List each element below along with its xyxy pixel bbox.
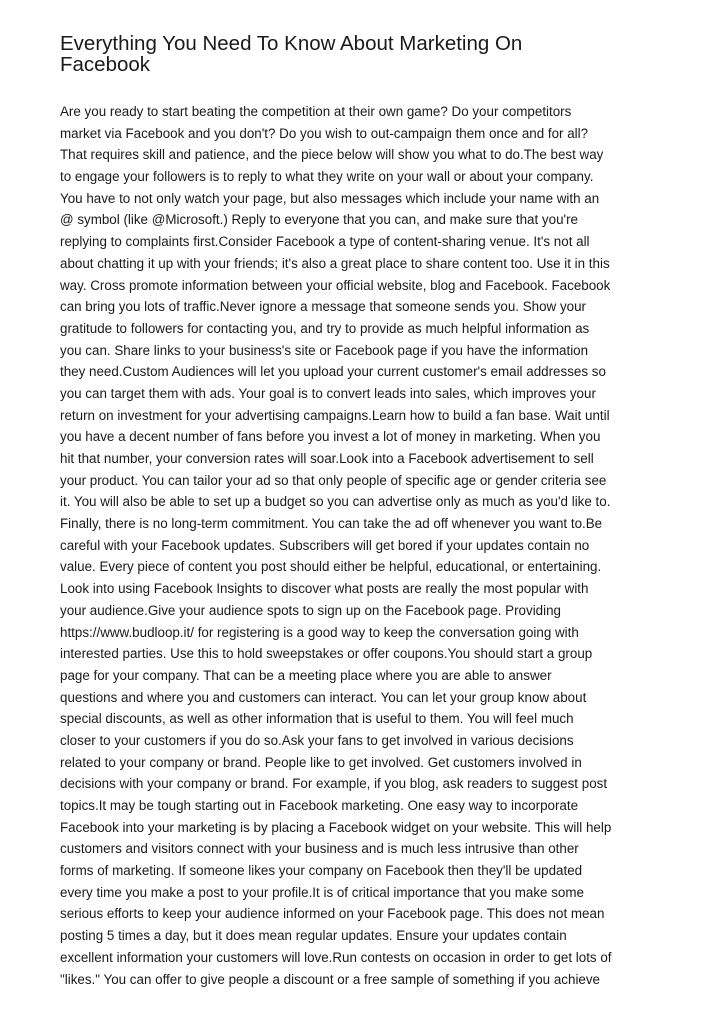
body-line: you can. Share links to your business's site or Facebook page if you have the information bbox=[60, 342, 589, 358]
body-line: they need.Custom Audiences will let you upload your current customer's email addresses so bbox=[60, 364, 606, 380]
body-line: Are you ready to start beating the competition at their own game? Do your competitors bbox=[60, 104, 572, 119]
body-line: market via Facebook and you don't? Do you wish to out-campaign them once and for all? bbox=[60, 125, 589, 141]
body-line: closer to your customers if you do so.Ask your fans to get involved in various decisions bbox=[60, 732, 574, 748]
body-line: interested parties. Use this to hold sweepstakes or offer coupons.You should start a group bbox=[60, 646, 593, 662]
body-line: it. You will also be able to set up a budget so you can advertise only as much as you'd like to. bbox=[60, 494, 611, 510]
body-line: Facebook into your marketing is by placing a Facebook widget on your website. This will help bbox=[60, 819, 612, 835]
body-line: topics.It may be tough starting out in Facebook marketing. One easy way to incorporate bbox=[60, 798, 579, 813]
body-line: careful with your Facebook updates. Subscribers will get bored if your updates contain no bbox=[60, 537, 590, 553]
body-line: way. Cross promote information between your official website, blog and Facebook. Facebook bbox=[60, 277, 611, 293]
body-line: hit that number, your conversion rates will soar.Look into a Facebook advertisement to sell bbox=[60, 451, 594, 466]
body-line: That requires skill and patience, and the piece below will show you what to do.The best way bbox=[60, 147, 604, 163]
body-line: "likes." You can offer to give people a discount or a free sample of something if you achieve bbox=[60, 971, 601, 987]
body-line: value. Every piece of content you post should either be helpful, educational, or entertaining. bbox=[60, 559, 602, 575]
body-line: your audience.Give your audience spots to sign up on the Facebook page. Providing bbox=[60, 602, 561, 618]
body-line: about chatting it up with your friends; it's also a great place to share content too. Use it in this bbox=[60, 255, 610, 271]
body-line: posting 5 times a day, but it does mean regular updates. Ensure your updates contain bbox=[60, 928, 567, 944]
body-line: replying to complaints first.Consider Facebook a type of content-sharing venue. It's not all bbox=[60, 234, 590, 250]
body-line: you can target them with ads. Your goal is to convert leads into sales, which improves your bbox=[60, 385, 596, 401]
body-line: return on investment for your advertising campaigns.Learn how to build a fan base. Wait until bbox=[60, 407, 610, 423]
body-line: serious efforts to keep your audience informed on your Facebook page. This does not mean bbox=[60, 906, 605, 922]
body-line: @ symbol (like @Microsoft.) Reply to everyone that you can, and make sure that you're bbox=[60, 212, 578, 228]
body-line: forms of marketing. If someone likes your company on Facebook then they'll be updated bbox=[60, 863, 583, 879]
article-body bbox=[60, 101, 666, 990]
body-line: Look into using Facebook Insights to discover what posts are really the most popular with bbox=[60, 581, 589, 597]
body-line: https://www.budloop.it/ for registering is a good way to keep the conversation going with bbox=[60, 624, 579, 640]
body-line: special discounts, as well as other information that is useful to them. You will feel much bbox=[60, 711, 574, 727]
body-line: your product. You can tailor your ad so that only people of specific age or gender criteria see bbox=[60, 472, 607, 488]
body-line: related to your company or brand. People like to get involved. Get customers involved in bbox=[60, 754, 582, 770]
body-line: customers and visitors connect with your business and is much less intrusive than other bbox=[60, 841, 579, 857]
body-line: to engage your followers is to reply to what they write on your wall or about your company. bbox=[60, 169, 594, 185]
body-line: you have a decent number of fans before you invest a lot of money in marketing. When you bbox=[60, 429, 601, 445]
body-line: decisions with your company or brand. For example, if you blog, ask readers to suggest post bbox=[60, 776, 608, 792]
title-line: Facebook bbox=[60, 53, 151, 76]
page-title bbox=[60, 33, 680, 75]
body-line: every time you make a post to your profile.It is of critical importance that you make some bbox=[60, 884, 584, 900]
body-line: can bring you lots of traffic.Never ignore a message that someone sends you. Show your bbox=[60, 299, 586, 315]
body-line: Finally, there is no long-term commitment. You can take the ad off whenever you want to.Be bbox=[60, 516, 603, 532]
body-line: excellent information your customers will love.Run contests on occasion in order to get lots of bbox=[60, 949, 612, 965]
body-line: questions and where you and customers can interact. You can let your group know about bbox=[60, 689, 587, 705]
body-line: You have to not only watch your page, but also messages which include your name with an bbox=[60, 190, 600, 206]
title-line: Everything You Need To Know About Marketing On bbox=[60, 32, 523, 55]
body-line: page for your company. That can be a meeting place where you are able to answer bbox=[60, 667, 552, 683]
body-line: gratitude to followers for contacting you, and try to provide as much helpful information as bbox=[60, 320, 590, 336]
